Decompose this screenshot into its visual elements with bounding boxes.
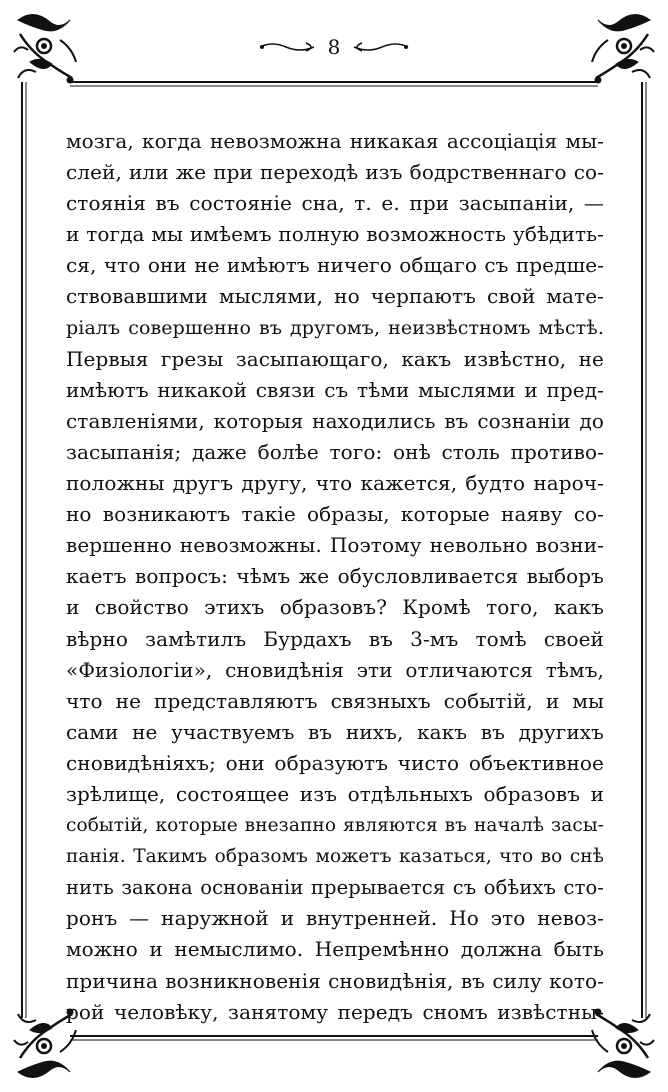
flourish-right-icon (350, 39, 410, 55)
text-line: нить закона основаніи прерывается съ обѣихъ сто- (66, 876, 604, 900)
text-line: и свойство этихъ образовъ? Кромѣ того, какъ (66, 595, 604, 620)
text-line: можно и немыслимо. Непремѣнно должна быть (66, 937, 604, 962)
text-line: рой человѣку, занятому передъ сномъ извѣстны- (66, 999, 604, 1024)
page-number: 8 (327, 35, 341, 59)
text-line: причина возникновенія сновидѣнія, въ силу кото- (66, 968, 604, 993)
text-line: положны другъ другу, что кажется, будто нароч- (66, 471, 604, 496)
text-line: вершенно невозможны. Поэтому невольно возни- (66, 533, 604, 558)
text-line: слей, или же при переходѣ изъ бодрственнаго со- (66, 160, 604, 185)
text-line: имѣютъ никакой связи съ тѣми мыслями и пред- (66, 377, 604, 402)
text-line: вѣрно замѣтилъ Бурдахъ въ 3-мъ томѣ своей (66, 626, 604, 651)
body-text (66, 126, 604, 1028)
text-line: ріалъ совершенно въ другомъ, неизвѣстномъ мѣстѣ. (66, 316, 604, 339)
text-line: сами не участвуемъ въ нихъ, какъ въ другихъ (66, 719, 604, 744)
text-line: панія. Такимъ образомъ можетъ казаться, что во снѣ (66, 846, 604, 868)
text-line: зрѣлище, состоящее изъ отдѣльныхъ образовъ и (66, 781, 604, 806)
text-line: сновидѣніяхъ; они образуютъ чисто объективное (66, 750, 604, 775)
text-line: ронъ — наружной и внутренней. Но это невоз- (66, 906, 604, 931)
text-line: ставленіями, которыя находились въ сознаніи до (66, 408, 604, 433)
text-line: что не представляютъ связныхъ событій, и мы (66, 688, 604, 713)
text-line: ся, что они не имѣютъ ничего общаго съ предше- (66, 253, 604, 278)
text-line: стоянія въ состояніе сна, т. е. при засыпаніи, — (66, 191, 604, 216)
flourish-left-icon (258, 39, 318, 55)
text-line: «Физіологіи», сновидѣнія эти отличаются тѣмъ, (66, 657, 604, 682)
text-line: событій, которые внезапно являются въ началѣ засы- (66, 815, 604, 837)
text-line: но возникаютъ такіе образы, которые наяву со- (66, 502, 604, 527)
text-line: и тогда мы имѣемъ полную возможность убѣдить- (66, 222, 604, 247)
text-line: мозга, когда невозможна никакая ассоціація мы- (66, 129, 604, 153)
text-line: ствовавшими мыслями, но черпаютъ свой мате- (66, 284, 604, 309)
page-header (0, 32, 668, 62)
text-line: Первыя грезы засыпающаго, какъ извѣстно, не (66, 346, 604, 371)
text-line: каетъ вопросъ: чѣмъ же обусловливается выборъ (66, 564, 604, 589)
text-line: засыпанія; даже болѣе того: онѣ столь противо- (66, 439, 604, 464)
